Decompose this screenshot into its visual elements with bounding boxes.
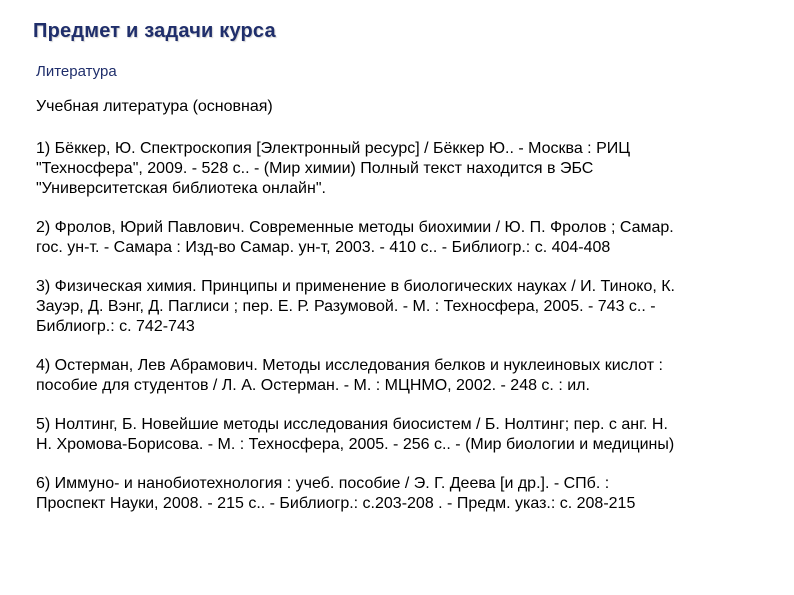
reference-line: "Техносфера", 2009. - 528 с.. - (Мир химии) Полный текст находится в ЭБС (36, 160, 594, 177)
slide-title: Предмет и задачи курса (33, 20, 276, 42)
reference-line: 3) Физическая химия. Принципы и применение в биологических науках / И. Тиноко, К. (36, 278, 675, 295)
reference-list (36, 139, 776, 533)
reference-line: "Университетская библиотека онлайн". (36, 180, 326, 197)
reference-item-3 (36, 277, 776, 337)
reference-line: 1) Бёккер, Ю. Спектроскопия [Электронный ресурс] / Бёккер Ю.. - Москва : РИЦ (36, 140, 631, 157)
reference-line: Н. Хромова-Борисова. - М. : Техносфера, 2005. - 256 с.. - (Мир биологии и медицины) (36, 436, 675, 453)
reference-line: 4) Остерман, Лев Абрамович. Методы исследования белков и нуклеиновых кислот : (36, 357, 663, 374)
section-label: Литература (36, 63, 117, 80)
reference-line: Библиогр.: с. 742-743 (36, 318, 195, 335)
reference-line: пособие для студентов / Л. А. Остерман. - М. : МЦНМО, 2002. - 248 с. : ил. (36, 377, 590, 394)
reference-line: 5) Нолтинг, Б. Новейшие методы исследования биосистем / Б. Нолтинг; пер. с анг. Н. (36, 416, 668, 433)
reference-line: Зауэр, Д. Вэнг, Д. Паглиси ; пер. Е. Р. Разумовой. - М. : Техносфера, 2005. - 743 с.. - (36, 298, 656, 315)
reference-item-2 (36, 218, 776, 258)
reference-line: 6) Иммуно- и нанобиотехнология : учеб. пособие / Э. Г. Деева [и др.]. - СПб. : (36, 475, 610, 492)
reference-line: Проспект Науки, 2008. - 215 с.. - Библиогр.: с.203-208 . - Предм. указ.: с. 208-215 (36, 495, 636, 512)
reference-item-1 (36, 139, 776, 199)
reference-item-5 (36, 415, 776, 455)
reference-item-6 (36, 474, 776, 514)
reference-line: гос. ун-т. - Самара : Изд-во Самар. ун-т, 2003. - 410 с.. - Библиогр.: с. 404-408 (36, 239, 611, 256)
reference-item-4 (36, 356, 776, 396)
reference-line: 2) Фролов, Юрий Павлович. Современные методы биохимии / Ю. П. Фролов ; Самар. (36, 219, 674, 236)
subheading: Учебная литература (основная) (36, 98, 273, 115)
